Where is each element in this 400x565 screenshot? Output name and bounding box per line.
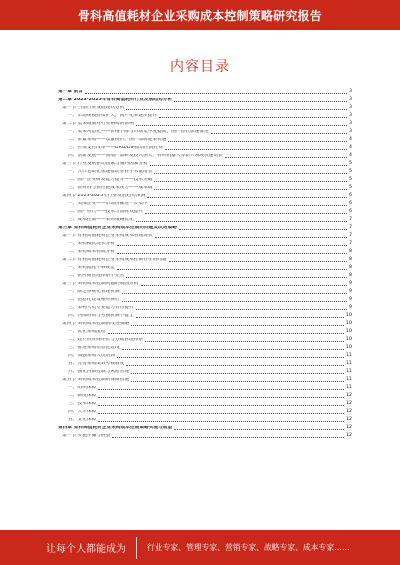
toc-entry-title: 第一章 前言: [58, 90, 84, 95]
toc-entry-page: 9: [349, 289, 352, 295]
toc-entry[interactable]: [58, 407, 352, 415]
toc-entry[interactable]: [58, 351, 352, 359]
toc-entry[interactable]: [58, 231, 352, 239]
toc-entry[interactable]: [58, 215, 352, 223]
toc-leader-dots: [154, 173, 347, 174]
toc-entry[interactable]: [58, 167, 352, 175]
toc-entry[interactable]: [58, 319, 352, 327]
toc-leader-dots: [165, 149, 347, 150]
toc-leader-dots: [174, 101, 347, 102]
toc-entry-title: 三、医保支付改革——DRG/DIP推动医院控费: [68, 146, 163, 151]
toc-entry-page: 11: [346, 361, 352, 367]
toc-entry-page: 3: [349, 129, 352, 135]
toc-entry[interactable]: [58, 127, 352, 135]
toc-leader-dots: [122, 301, 347, 302]
toc-leader-dots: [154, 189, 347, 190]
toc-entry[interactable]: [58, 375, 352, 383]
toc-leader-dots: [136, 317, 344, 318]
top-banner: [0, 0, 400, 30]
toc-entry-page: 4: [349, 145, 352, 151]
footer-right-text: 行业专家、管理专家、营销专家、战略专家、成本专家……: [147, 543, 350, 552]
toc-entry-page: 11: [346, 369, 352, 375]
toc-entry[interactable]: [58, 87, 352, 95]
toc-leader-dots: [154, 181, 347, 182]
toc-entry[interactable]: [58, 199, 352, 207]
toc-entry[interactable]: [58, 303, 352, 311]
toc-entry-page: 10: [346, 313, 352, 319]
toc-entry-page: 8: [349, 265, 352, 271]
toc-entry-page: 11: [346, 353, 352, 359]
toc-entry-page: 8: [349, 257, 352, 263]
toc-entry-title: 第五节 采购成本控制的保障措施: [62, 378, 130, 383]
toc-entry[interactable]: [58, 143, 352, 151]
toc-entry[interactable]: [58, 391, 352, 399]
toc-entry[interactable]: [58, 423, 352, 431]
toc-entry-page: 12: [346, 393, 352, 399]
toc-entry-page: 11: [346, 385, 352, 391]
toc-entry-page: 10: [346, 337, 352, 343]
toc-entry[interactable]: [58, 399, 352, 407]
toc-leader-dots: [98, 389, 344, 390]
toc-entry-page: 3: [349, 105, 352, 111]
toc-leader-dots: [117, 269, 347, 270]
toc-entry-title: 第一节 实施步骤与展望: [62, 434, 111, 439]
toc-entry[interactable]: [58, 327, 352, 335]
toc-entry-title: 一、缺乏系统化管理机制: [68, 290, 120, 295]
toc-entry-page: 4: [349, 137, 352, 143]
toc-leader-dots: [126, 365, 344, 366]
toc-entry-page: 12: [346, 425, 352, 431]
toc-entry[interactable]: [58, 263, 352, 271]
toc-entry-title: 二、带量采购——以量换价，国产品牌迎来机遇: [68, 138, 167, 143]
toc-entry[interactable]: [58, 343, 352, 351]
toc-entry-title: 二、采购成本构成分析: [68, 250, 115, 255]
toc-entry[interactable]: [58, 431, 352, 439]
toc-entry-title: 三、采购人员专业能力有待提升: [68, 306, 134, 311]
toc-entry-title: 一、市场规模持续扩大，国产化率逐步提升: [68, 114, 158, 119]
toc-entry[interactable]: [58, 255, 352, 263]
toc-leader-dots: [131, 373, 344, 374]
toc-entry-page: 6: [349, 193, 352, 199]
toc-entry[interactable]: [58, 415, 352, 423]
toc-entry[interactable]: [58, 119, 352, 127]
toc-leader-dots: [98, 413, 344, 414]
toc-leader-dots: [85, 93, 347, 94]
toc-leader-dots: [136, 125, 347, 126]
toc-leader-dots: [126, 109, 347, 110]
toc-entry-title: 四、加强采购人员培训: [68, 354, 115, 359]
toc-entry[interactable]: [58, 103, 352, 111]
toc-entry-title: 一、集采常态化——价格下降与市场集中度提高，国产替代加速推进: [68, 130, 209, 135]
toc-leader-dots: [117, 253, 347, 254]
toc-entry-page: 10: [346, 329, 352, 335]
toc-leader-dots: [136, 221, 347, 222]
toc-leader-dots: [117, 245, 347, 246]
toc-entry-title: 二、供应商管理体系不完善: [68, 274, 125, 279]
toc-entry-title: 四、内部协同与考核机制不健全: [68, 314, 134, 319]
toc-entry[interactable]: [58, 295, 352, 303]
toc-entry[interactable]: [58, 279, 352, 287]
toc-leader-dots: [150, 165, 347, 166]
toc-entry[interactable]: [58, 183, 352, 191]
toc-entry-title: 第四节 采购成本控制的改进策略: [62, 322, 130, 327]
toc-entry-title: 三、技术保障: [68, 402, 97, 407]
toc-entry[interactable]: [58, 151, 352, 159]
toc-leader-dots: [117, 357, 344, 358]
toc-entry[interactable]: [58, 111, 352, 119]
toc-entry[interactable]: [58, 287, 352, 295]
toc-entry-title: 一、优化采购流程: [68, 330, 106, 335]
toc-entry-page: 11: [346, 377, 352, 383]
toc-entry-title: 三、成本控制——采购策略优化: [68, 218, 134, 223]
toc-leader-dots: [159, 117, 347, 118]
toc-entry[interactable]: [58, 223, 352, 231]
toc-entry[interactable]: [58, 207, 352, 215]
toc-entry-title: 第二节 骨科高值耗材企业采购成本控制存在的问题: [62, 258, 167, 263]
toc-title: 内容目录: [170, 59, 230, 75]
toc-entry-title: 一、人口老龄化加速推动骨科手术量增长: [68, 170, 153, 175]
toc-entry-title: 一、采购流程不够规范: [68, 266, 115, 271]
toc-entry[interactable]: [58, 191, 352, 199]
toc-entry-page: 7: [349, 241, 352, 247]
toc-entry-page: 3: [349, 89, 352, 95]
toc-entry[interactable]: [58, 159, 352, 167]
toc-entry-title: 一、采购模式现状分析: [68, 242, 115, 247]
toc-leader-dots: [108, 333, 345, 334]
toc-leader-dots: [131, 325, 344, 326]
toc-leader-dots: [169, 261, 347, 262]
toc-entry-title: 第三章 骨科高值耗材企业采购成本控制的问题及改进策略: [58, 226, 177, 231]
toc-entry-page: 12: [346, 417, 352, 423]
toc-entry-title: 四、人才保障: [68, 410, 97, 415]
footer-separator: [136, 537, 137, 559]
toc-entry-page: 5: [349, 177, 352, 183]
toc-entry-title: 三、推进采购信息化建设: [68, 346, 120, 351]
toc-entry-title: 二、信息化建设相对滞后: [68, 298, 120, 303]
toc-entry-title: 第二章 2023-2025年骨科高值耗材行业发展趋势分析: [58, 98, 173, 103]
toc-entry-title: 第三节 行业发展驱动因素与制约因素分析: [62, 162, 148, 167]
toc-entry-page: 10: [346, 321, 352, 327]
toc-entry-page: 6: [349, 209, 352, 215]
toc-leader-dots: [179, 229, 347, 230]
toc-entry-title: 四、创新发展——高端产品研发投入加大，骨科机器人等新兴领域快速增长: [68, 154, 223, 159]
toc-entry-page: 12: [346, 433, 352, 439]
report-title: 骨科高值耗材企业采购成本控制策略研究报告: [77, 8, 322, 23]
toc-entry[interactable]: [58, 95, 352, 103]
toc-entry-title: 第一节 骨科高值耗材企业采购成本管理现状: [62, 234, 153, 239]
toc-entry[interactable]: [58, 311, 352, 319]
toc-entry-page: 12: [346, 409, 352, 415]
toc-entry-page: 3: [349, 121, 352, 127]
toc-entry-title: 五、文化保障: [68, 418, 97, 423]
toc-leader-dots: [112, 437, 344, 438]
toc-leader-dots: [145, 213, 347, 214]
toc-entry-page: 9: [349, 297, 352, 303]
toc-entry[interactable]: [58, 239, 352, 247]
toc-entry-title: 第四节 2023-2025年行业发展趋势预测: [62, 194, 146, 199]
toc-entry-title: 第一节 当前行业发展现状分析: [62, 106, 125, 111]
toc-leader-dots: [98, 397, 344, 398]
toc-leader-dots: [168, 141, 347, 142]
toc-entry[interactable]: [58, 367, 352, 375]
toc-leader-dots: [122, 349, 344, 350]
toc-leader-dots: [211, 133, 347, 134]
table-of-contents: [58, 87, 352, 439]
toc-leader-dots: [225, 157, 347, 158]
toc-leader-dots: [174, 429, 344, 430]
bottom-banner: [0, 530, 400, 565]
toc-leader-dots: [131, 381, 344, 382]
toc-entry-page: 5: [349, 161, 352, 167]
toc-leader-dots: [145, 341, 344, 342]
toc-entry-title: 第二节 集采政策对行业格局的影响: [62, 122, 134, 127]
toc-entry-page: 9: [349, 281, 352, 287]
toc-entry-title: 第四章 骨科高值耗材企业采购成本控制策略实施与展望: [58, 426, 173, 431]
toc-entry-title: 一、头部企业——市场份额进一步集中: [68, 202, 148, 207]
toc-leader-dots: [141, 285, 348, 286]
footer-left-text: 让每个人都能成为: [46, 544, 126, 555]
toc-entry-title: 一、组织保障: [68, 386, 97, 391]
toc-leader-dots: [155, 237, 347, 238]
toc-entry-title: 二、国产替代——技术与品牌双提升: [68, 210, 144, 215]
toc-entry-page: 7: [349, 217, 352, 223]
toc-leader-dots: [150, 205, 347, 206]
toc-entry[interactable]: [58, 383, 352, 391]
toc-entry-page: 4: [349, 153, 352, 159]
toc-entry-page: 3: [349, 97, 352, 103]
toc-entry-title: 二、建立供应商评价与分级管理体系: [68, 338, 144, 343]
toc-entry[interactable]: [58, 335, 352, 343]
toc-entry[interactable]: [58, 175, 352, 183]
toc-entry-title: 五、完善采购绩效考核制度: [68, 362, 125, 367]
toc-leader-dots: [147, 197, 347, 198]
toc-entry[interactable]: [58, 271, 352, 279]
toc-entry-title: 二、制度保障: [68, 394, 97, 399]
toc-entry-page: 9: [349, 305, 352, 311]
toc-entry-page: 10: [346, 345, 352, 351]
toc-entry-page: 6: [349, 201, 352, 207]
toc-entry[interactable]: [58, 135, 352, 143]
toc-leader-dots: [98, 405, 344, 406]
toc-entry-page: 12: [346, 401, 352, 407]
toc-entry-page: 8: [349, 273, 352, 279]
toc-entry[interactable]: [58, 247, 352, 255]
toc-entry-page: 5: [349, 185, 352, 191]
toc-entry-title: 三、原材料与供应链成本压力——成本端: [68, 186, 153, 191]
toc-entry-page: 7: [349, 225, 352, 231]
toc-leader-dots: [98, 421, 344, 422]
toc-leader-dots: [136, 309, 347, 310]
toc-entry[interactable]: [58, 359, 352, 367]
toc-entry-page: 3: [349, 113, 352, 119]
toc-entry-title: 第三节 采购成本控制问题的成因分析: [62, 282, 139, 287]
toc-entry-page: 5: [349, 169, 352, 175]
toc-entry-title: 二、国产企业研发能力提升——技术突破: [68, 178, 153, 183]
toc-entry-page: 7: [349, 233, 352, 239]
toc-leader-dots: [122, 293, 347, 294]
toc-leader-dots: [126, 277, 347, 278]
toc-entry-page: 8: [349, 249, 352, 255]
toc-entry-title: 六、强化内部控制与风险管理: [68, 370, 129, 375]
